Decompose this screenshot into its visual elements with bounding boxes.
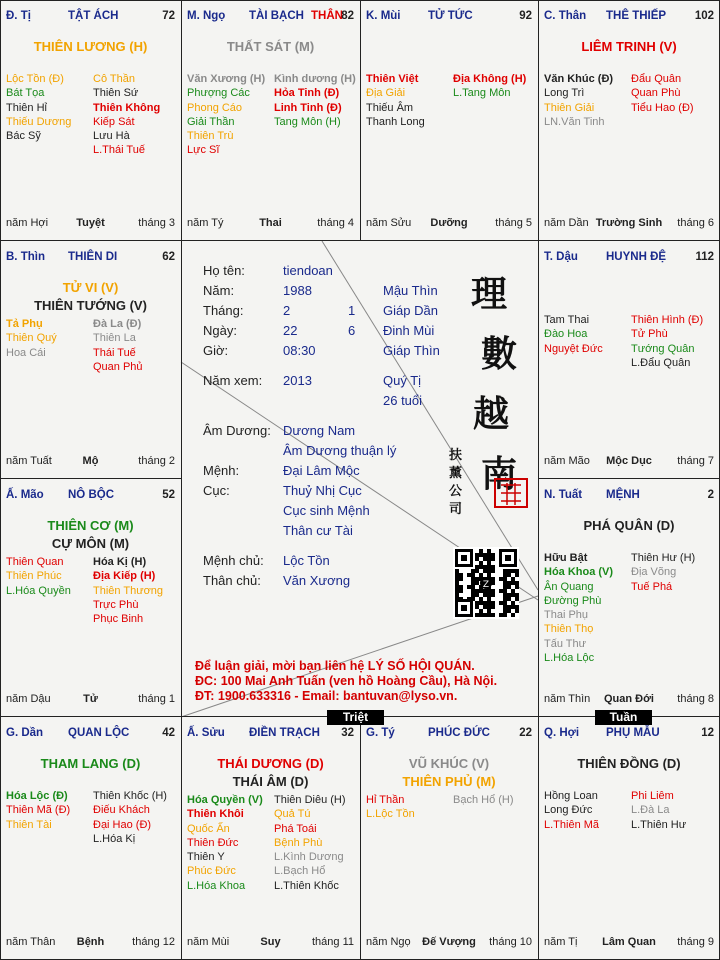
palace-title: ĐIỀN TRẠCH — [249, 727, 320, 739]
palace-title: HUYNH ĐỆ — [606, 251, 667, 263]
palace-footer — [544, 217, 714, 231]
palace-position: N. Tuất — [544, 489, 583, 501]
palace-than-marker: THÂN — [311, 10, 343, 22]
view-year-label: Năm xem: — [203, 373, 263, 388]
main-star: TỬ VI (V) — [62, 280, 119, 295]
main-star: THÁI ÂM (D) — [232, 774, 309, 789]
main-star: LIÊM TRINH (V) — [581, 39, 677, 54]
hour-label: Giờ: — [203, 343, 229, 358]
minor-star: L.Thiên Khốc — [274, 879, 339, 892]
palace-stage: Trường Sinh — [595, 217, 663, 229]
minor-star: Đà La (Đ) — [93, 318, 142, 330]
palace-stage: Bệnh — [76, 936, 105, 948]
minor-star: Thai Phụ — [544, 609, 589, 622]
minor-star: Thiên Đức — [187, 836, 239, 849]
palace-month: tháng 2 — [138, 455, 175, 467]
minor-star: Lực Sĩ — [187, 144, 220, 157]
palace-stage: Quan Đới — [604, 693, 654, 705]
minor-star: Phá Toái — [274, 822, 317, 835]
qr-code-icon[interactable] — [453, 547, 519, 619]
main-stars — [181, 755, 360, 791]
menhchu-value: Lộc Tồn — [283, 553, 330, 568]
minor-star: Thiên Khốc (H) — [93, 790, 167, 802]
palace-header — [542, 727, 716, 743]
palace-stage: Tuyệt — [76, 217, 105, 229]
palace-position: C. Thân — [544, 10, 587, 22]
palace-stage: Dưỡng — [430, 217, 468, 229]
minor-star: L.Tang Môn — [453, 87, 511, 100]
palace-title: PHỤ MẪU — [606, 727, 660, 739]
minor-star: L.Đà La — [631, 804, 670, 817]
palace-position: K. Mùi — [366, 10, 401, 22]
palace-year: năm Dậu — [6, 693, 51, 705]
cuc-label: Cục: — [203, 483, 230, 498]
month-can: Giáp Dần — [383, 303, 438, 318]
palace-position: Ấ. Sửu — [187, 727, 225, 739]
minor-star: Quan Phủ — [93, 360, 143, 373]
calligraphy-char-3: 越 — [473, 393, 510, 435]
palace-position: Đ. Tị — [6, 10, 31, 22]
palace-number: 92 — [519, 10, 532, 22]
minor-star: Đường Phù — [544, 594, 602, 607]
palace-than[interactable] — [538, 0, 720, 241]
palace-number: 2 — [707, 489, 714, 501]
palace-month: tháng 7 — [677, 455, 714, 467]
cuc-value: Thuỷ Nhị Cục — [283, 483, 362, 498]
palace-number: 72 — [162, 10, 175, 22]
palace-header — [364, 10, 534, 26]
palace-number: 102 — [694, 10, 714, 22]
main-stars — [538, 517, 720, 535]
minor-star: Phượng Các — [187, 87, 250, 100]
cuc-value-3: Thân cư Tài — [283, 523, 353, 538]
minor-star: Hóa Lộc (Đ) — [6, 790, 68, 802]
minor-star: Long Đức — [544, 804, 593, 817]
minor-star: L.Hóa Lộc — [544, 652, 595, 665]
hour-value: 08:30 — [283, 343, 316, 358]
triet-tag: Triệt — [327, 710, 384, 725]
main-star: THÁI DƯƠNG (D) — [217, 756, 324, 771]
palace-position: B. Thìn — [6, 251, 45, 263]
palace-title: TỬ TỨC — [428, 10, 473, 22]
minor-star: Thiên Thương — [93, 584, 164, 597]
minor-star: Tuế Phá — [631, 580, 673, 593]
minor-star: L.Hóa Khoa — [187, 879, 246, 892]
grid-line — [538, 240, 720, 241]
palace-position: G. Dần — [6, 727, 44, 739]
palace-footer — [187, 217, 354, 231]
minor-star: L.Đẩu Quân — [631, 356, 691, 369]
minor-star: Cô Thần — [93, 73, 135, 85]
main-star: THIÊN TƯỚNG (V) — [34, 298, 147, 313]
name-label: Họ tên: — [203, 263, 245, 278]
palace-month: tháng 1 — [138, 693, 175, 705]
minor-star: Nguyệt Đức — [544, 342, 603, 355]
palace-month: tháng 8 — [677, 693, 714, 705]
palace-month: tháng 12 — [132, 936, 175, 948]
palace-footer — [544, 936, 714, 950]
minor-star: Thiếu Âm — [366, 101, 414, 114]
minor-star: Hỉ Thần — [366, 794, 405, 806]
minor-star: Bạch Hổ (H) — [453, 794, 514, 806]
main-star: THAM LANG (D) — [40, 756, 141, 771]
minor-star: Hữu Bật — [544, 552, 588, 564]
day-label: Ngày: — [203, 323, 237, 338]
name-value: tiendoan — [283, 263, 333, 278]
minor-star: Văn Xương (H) — [187, 73, 266, 85]
grid-line — [0, 0, 1, 960]
seal-stamp-icon — [493, 477, 529, 509]
minor-star: Địa Võng — [631, 566, 677, 579]
minor-star: Thiên Phúc — [6, 570, 62, 583]
main-stars — [0, 755, 181, 773]
palace-title: NÔ BỘC — [68, 489, 114, 501]
minor-star: Bệnh Phù — [274, 836, 323, 849]
main-star: THIÊN CƠ (M) — [47, 518, 134, 533]
minor-star: Thiên Y — [187, 851, 225, 864]
palace-footer — [544, 455, 714, 469]
minor-star: Thái Tuế — [93, 346, 136, 359]
palace-title: TÀI BẠCH — [249, 10, 304, 22]
minor-star: Hóa Quyền (V) — [187, 794, 263, 806]
amduong-label: Âm Dương: — [203, 423, 271, 438]
palace-header — [4, 10, 177, 26]
minor-star: Tang Môn (H) — [274, 115, 341, 128]
palace-number: 62 — [162, 251, 175, 263]
main-stars — [538, 38, 720, 56]
contact-block — [195, 659, 497, 704]
minor-star: Thiên Không — [93, 101, 161, 114]
minor-star: Tả Phụ — [6, 318, 43, 330]
minor-star: Điếu Khách — [93, 804, 150, 817]
palace-year: năm Tý — [187, 217, 224, 229]
minor-star: Thiên Hỉ — [6, 101, 47, 114]
minor-star: Hoa Cái — [6, 346, 46, 359]
age-value: 26 tuổi — [383, 393, 423, 408]
palace-number: 82 — [341, 10, 354, 22]
thanchu-label: Thân chủ: — [203, 573, 261, 588]
view-year-value: 2013 — [283, 373, 312, 388]
palace-title: THÊ THIẾP — [606, 10, 667, 22]
minor-star: Quả Tú — [274, 808, 311, 821]
palace-footer — [6, 693, 175, 707]
palace-month: tháng 11 — [311, 936, 354, 948]
contact-line-3[interactable]: ĐT: 1900.633316 - Email: bantuvan@lyso.vn. — [195, 689, 458, 703]
main-stars — [538, 755, 720, 773]
amduong-value-2: Âm Dương thuận lý — [283, 443, 397, 458]
minor-star: Tấu Thư — [544, 637, 587, 650]
palace-dau[interactable] — [538, 241, 720, 479]
minor-star: L.Thiên Hư — [631, 818, 687, 831]
minor-star: L.Hóa Kị — [93, 832, 136, 845]
minor-star: Hóa Khoa (V) — [544, 566, 614, 579]
main-star: PHÁ QUÂN (D) — [583, 518, 675, 533]
minor-star: Phục Binh — [93, 613, 144, 626]
seal-vertical-text: 扶 薰 公 司 — [449, 448, 463, 517]
minor-star: L.Kình Dương — [274, 851, 344, 864]
palace-header — [4, 251, 177, 267]
palace-stage: Mộc Dục — [606, 455, 652, 467]
palace-footer — [6, 936, 175, 950]
menh-label: Mệnh: — [203, 463, 240, 478]
minor-star: Thiên Hư (H) — [631, 552, 696, 564]
palace-footer — [366, 936, 532, 950]
main-star: THIÊN ĐỒNG (D) — [577, 756, 681, 771]
minor-star: Linh Tinh (Đ) — [274, 101, 342, 114]
minor-star: L.Thái Tuế — [93, 144, 145, 157]
main-star: THẤT SÁT (M) — [226, 39, 315, 54]
minor-star: Thiên Thọ — [544, 623, 594, 636]
center-info — [181, 241, 538, 717]
palace-number: 12 — [701, 727, 714, 739]
grid-line — [360, 717, 361, 960]
palace-year: năm Thìn — [544, 693, 591, 705]
palace-month: tháng 10 — [489, 936, 532, 948]
contact-line-1: Để luận giải, mời bạn liên hệ LÝ SỐ HỘI QUÁN. — [195, 659, 475, 673]
palace-header — [185, 10, 356, 26]
minor-star: Địa Kiếp (H) — [93, 570, 156, 583]
minor-star: Tướng Quân — [631, 342, 695, 355]
main-stars — [0, 517, 181, 553]
grid-line — [0, 478, 181, 479]
main-stars — [360, 755, 538, 791]
minor-star: Tiểu Hao (Đ) — [631, 101, 694, 114]
palace-header — [542, 10, 716, 26]
menh-value: Đại Lâm Mộc — [283, 463, 360, 478]
palace-position: Ấ. Mão — [6, 489, 44, 501]
palace-year: năm Sửu — [366, 217, 412, 229]
palace-header — [542, 251, 716, 267]
palace-number: 22 — [519, 727, 532, 739]
main-stars — [181, 38, 360, 56]
palace-month: tháng 9 — [677, 936, 714, 948]
palace-header — [4, 727, 177, 743]
year-can: Mậu Thìn — [383, 283, 438, 298]
svg-text:Z: Z — [482, 580, 490, 590]
minor-star: Quan Phù — [631, 87, 681, 100]
minor-star: Thiếu Dương — [6, 115, 72, 128]
minor-star: Tử Phù — [631, 328, 668, 341]
palace-year: năm Tuất — [6, 455, 52, 467]
view-year-can: Quý Tị — [383, 373, 422, 388]
palace-stage: Suy — [260, 936, 281, 948]
minor-star: Thiên Tài — [6, 818, 52, 831]
year-label: Năm: — [203, 283, 235, 298]
palace-header — [364, 727, 534, 743]
minor-star: Trực Phù — [93, 598, 139, 611]
grid-line — [0, 240, 181, 241]
palace-year: năm Thân — [6, 936, 56, 948]
main-star: CỰ MÔN (M) — [51, 536, 130, 551]
palace-position: T. Dậu — [544, 251, 578, 263]
palace-dan[interactable] — [0, 717, 181, 960]
palace-title: PHÚC ĐỨC — [428, 727, 490, 739]
minor-star: L.Lộc Tồn — [366, 808, 415, 821]
palace-mao[interactable] — [0, 479, 181, 717]
palace-stage: Thai — [259, 217, 282, 229]
minor-star: L.Thiên Mã — [544, 818, 600, 831]
palace-year: năm Dần — [544, 217, 589, 229]
cuc-value-2: Cục sinh Mệnh — [283, 503, 370, 518]
palace-title: MỆNH — [606, 489, 640, 501]
palace-month: tháng 4 — [317, 217, 354, 229]
minor-star: Địa Không (H) — [453, 73, 527, 85]
palace-number: 42 — [162, 727, 175, 739]
minor-star: Văn Khúc (Đ) — [544, 73, 614, 85]
minor-star: Đào Hoa — [544, 328, 588, 341]
grid-line — [538, 0, 539, 960]
minor-star: Kiếp Sát — [93, 115, 135, 128]
minor-star: Phúc Đức — [187, 865, 236, 878]
calligraphy-char-4: 南 — [481, 453, 518, 495]
palace-header — [185, 727, 356, 743]
minor-star: LN.Văn Tinh — [544, 115, 605, 128]
palace-month: tháng 5 — [495, 217, 532, 229]
minor-star: Hồng Loan — [544, 790, 598, 802]
palace-footer — [544, 693, 714, 707]
main-star: THIÊN PHỦ (M) — [402, 774, 496, 789]
palace-title: QUAN LỘC — [68, 727, 130, 739]
minor-star: Quốc Ấn — [187, 822, 230, 835]
minor-star: Lưu Hà — [93, 130, 130, 143]
minor-star: Thiên Mã (Đ) — [6, 804, 71, 817]
palace-stage: Mộ — [82, 455, 99, 467]
minor-star: Thiên Giải — [544, 101, 595, 114]
palace-year: năm Mão — [544, 455, 590, 467]
palace-number: 32 — [341, 727, 354, 739]
palace-thin[interactable] — [0, 241, 181, 479]
palace-header — [4, 489, 177, 505]
palace-year: năm Ngọ — [366, 936, 411, 948]
palace-ty[interactable] — [360, 717, 538, 960]
minor-star: L.Bạch Hổ — [274, 865, 326, 878]
palace-year: năm Tị — [544, 936, 578, 948]
grid-line — [538, 478, 720, 479]
calligraphy-char-2: 數 — [481, 333, 518, 375]
palace-ngo[interactable] — [181, 0, 360, 241]
minor-star: Bát Tọa — [6, 87, 45, 100]
palace-stage: Đế Vượng — [422, 936, 476, 948]
palace-header — [542, 489, 716, 505]
main-star: VŨ KHÚC (V) — [408, 756, 490, 771]
palace-month: tháng 3 — [138, 217, 175, 229]
minor-star: Thiên La — [93, 332, 136, 345]
day-can: Đinh Mùi — [383, 323, 435, 338]
palace-footer — [366, 217, 532, 231]
minor-star: Đại Hao (Đ) — [93, 818, 152, 831]
palace-footer — [6, 217, 175, 231]
minor-star: Đẩu Quân — [631, 73, 682, 85]
palace-tuat[interactable] — [538, 479, 720, 717]
day-value: 22 — [283, 323, 298, 338]
main-stars — [0, 279, 181, 315]
palace-number: 52 — [162, 489, 175, 501]
calligraphy-char-1: 理 — [471, 273, 508, 315]
minor-star: Phi Liêm — [631, 790, 674, 802]
minor-star: Thiên Diêu (H) — [274, 794, 346, 806]
minor-star: Phong Cáo — [187, 101, 243, 114]
palace-ti[interactable] — [0, 0, 181, 241]
minor-star: Ân Quang — [544, 580, 594, 593]
palace-month: tháng 6 — [677, 217, 714, 229]
contact-line-2: ĐC: 100 Mai Anh Tuấn (ven hồ Hoàng Cầu), Hà Nội. — [195, 674, 498, 688]
hour-can: Giáp Thìn — [383, 343, 440, 358]
palace-year: năm Hợi — [6, 217, 49, 229]
palace-title: THIÊN DI — [68, 251, 118, 263]
minor-star: Tam Thai — [544, 314, 590, 326]
day-num: 6 — [348, 323, 356, 338]
minor-star: Thiên Hình (Đ) — [631, 314, 704, 326]
palace-footer — [6, 455, 175, 469]
minor-star: L.Hóa Quyền — [6, 584, 71, 597]
minor-star: Thiên Trù — [187, 130, 234, 143]
tuan-tag: Tuần — [595, 710, 652, 725]
palace-number: 112 — [695, 251, 714, 263]
palace-stage: Tử — [83, 693, 98, 705]
month-label: Tháng: — [203, 303, 244, 318]
minor-star: Giải Thần — [187, 115, 235, 128]
month-leap: 1 — [348, 303, 356, 318]
palace-stage: Lâm Quan — [602, 936, 656, 948]
thanchu-value: Văn Xương — [283, 573, 351, 588]
palace-footer — [187, 936, 354, 950]
minor-star: Thiên Quan — [6, 556, 64, 568]
palace-position: Q. Hợi — [544, 727, 580, 739]
minor-star: Long Trì — [544, 87, 585, 100]
palace-suu[interactable] — [181, 717, 360, 960]
minor-star: Địa Giải — [366, 87, 406, 100]
palace-title: TẬT ÁCH — [68, 10, 119, 22]
palace-hoi[interactable] — [538, 717, 720, 960]
grid-line — [360, 0, 361, 241]
minor-star: Hỏa Tinh (Đ) — [274, 87, 340, 100]
amduong-value: Dương Nam — [283, 423, 356, 438]
minor-star: Kình dương (H) — [274, 73, 356, 85]
palace-position: G. Tý — [366, 727, 395, 739]
palace-mui[interactable] — [360, 0, 538, 241]
main-star: THIÊN LƯƠNG (H) — [33, 39, 148, 54]
minor-star: Hóa Kị (H) — [93, 556, 147, 568]
menhchu-label: Mệnh chủ: — [203, 553, 264, 568]
minor-star: Thiên Quý — [6, 332, 57, 345]
palace-year: năm Mùi — [187, 936, 230, 948]
minor-star: Thiên Khôi — [187, 808, 244, 821]
minor-star: Thanh Long — [366, 115, 425, 128]
year-value: 1988 — [283, 283, 312, 298]
month-value: 2 — [283, 303, 291, 318]
palace-position: M. Ngọ — [187, 10, 226, 22]
main-stars — [0, 38, 181, 56]
minor-star: Thiên Việt — [366, 73, 419, 85]
minor-star: Bác Sỹ — [6, 130, 41, 143]
minor-star: Lộc Tồn (Đ) — [6, 73, 64, 85]
minor-star: Thiên Sứ — [93, 87, 139, 100]
